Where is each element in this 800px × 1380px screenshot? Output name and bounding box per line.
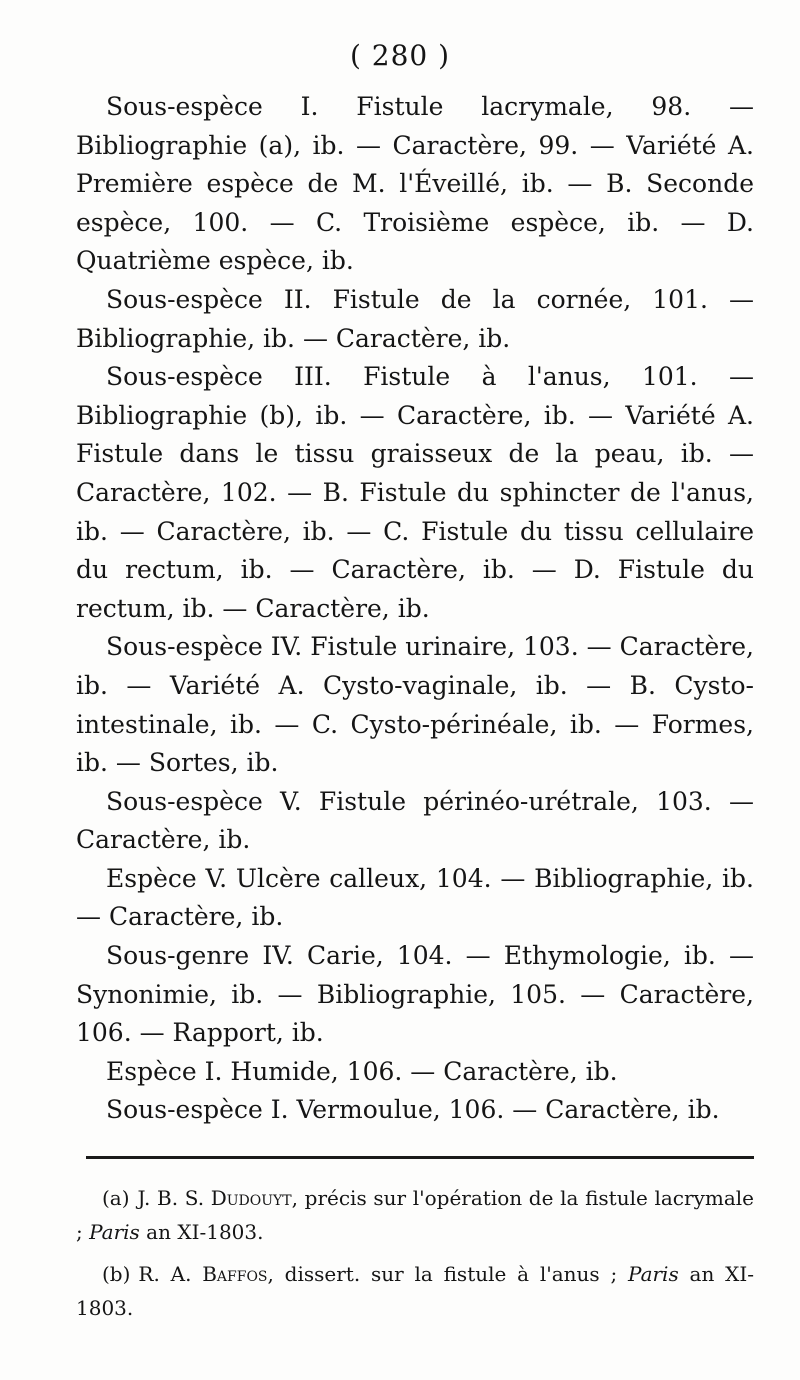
- footnote-text: , précis sur l'opération de la fistule lacrymale ;: [76, 1186, 754, 1245]
- page-number: ( 280 ): [349, 39, 451, 72]
- footnote-a: [76, 1181, 754, 1249]
- footnote-author: R. A. Baffos: [138, 1262, 268, 1287]
- entry-sous-espece-1-vermoulue: Sous-espèce I. Vermoulue, 106. — Caractère, ib.: [106, 1095, 720, 1125]
- index-entries: [76, 88, 754, 1130]
- entry-sous-espece-1-fistule-lacrymale: Sous-espèce I. Fistule lacrymale, 98. — Bibliographie (a), ib. — Caractère, 99. — Variété A. Première espèce de M. l'Éveillé, ib. — B. Seconde espèce, 100. — C. Troisième espèce, ib. — D. Quatrième espèce, ib.: [76, 92, 754, 276]
- footnote-author: J. B. S. Dudouyt: [137, 1186, 292, 1211]
- footnote-date: an XI-1803.: [146, 1220, 264, 1245]
- footnote-mark: (a): [102, 1186, 130, 1211]
- footnote-divider: [86, 1156, 754, 1159]
- footnote-text: , dissert. sur la fistule à l'anus ;: [267, 1262, 618, 1287]
- footnote-place: Paris: [628, 1262, 679, 1287]
- entry-sous-espece-5-fistule-perineo-uretrale: Sous-espèce V. Fistule périnéo-urétrale, 103. — Caractère, ib.: [76, 786, 754, 855]
- entry-espece-1-humide: Espèce I. Humide, 106. — Caractère, ib.: [106, 1056, 618, 1086]
- footnote-b: [76, 1257, 754, 1325]
- entry-sous-espece-3-fistule-anus: Sous-espèce III. Fistule à l'anus, 101. — Bibliographie (b), ib. — Caractère, ib. — Variété A. Fistule dans le tissu graisseux de la peau, ib. — Caractère, 102. — B. Fistule du sphincter de l'anus, ib. — Caractère, ib. — C. Fistule du tissu cellulaire du rectum, ib. — Caractère, ib. — D. Fistule du rectum, ib. — Caractère, ib.: [76, 362, 754, 623]
- entry-sous-espece-4-fistule-urinaire: Sous-espèce IV. Fistule urinaire, 103. — Caractère, ib. — Variété A. Cysto-vaginale, ib. — B. Cysto-intestinale, ib. — C. Cysto-périnéale, ib. — Formes, ib. — Sortes, ib.: [76, 632, 754, 778]
- entry-espece-5-ulcere-calleux: Espèce V. Ulcère calleux, 104. — Bibliographie, ib. — Caractère, ib.: [76, 863, 754, 932]
- footnotes: [76, 1181, 754, 1325]
- entry-sous-espece-2-fistule-cornee: Sous-espèce II. Fistule de la cornée, 101. — Bibliographie, ib. — Caractère, ib.: [76, 284, 754, 353]
- entry-sous-genre-4-carie: Sous-genre IV. Carie, 104. — Ethymologie, ib. — Synonimie, ib. — Bibliographie, 105. — Caractère, 106. — Rapport, ib.: [76, 941, 754, 1048]
- footnote-mark: (b): [102, 1262, 131, 1287]
- footnote-date: an XI-1803.: [76, 1262, 755, 1321]
- footnote-place: Paris: [89, 1220, 140, 1245]
